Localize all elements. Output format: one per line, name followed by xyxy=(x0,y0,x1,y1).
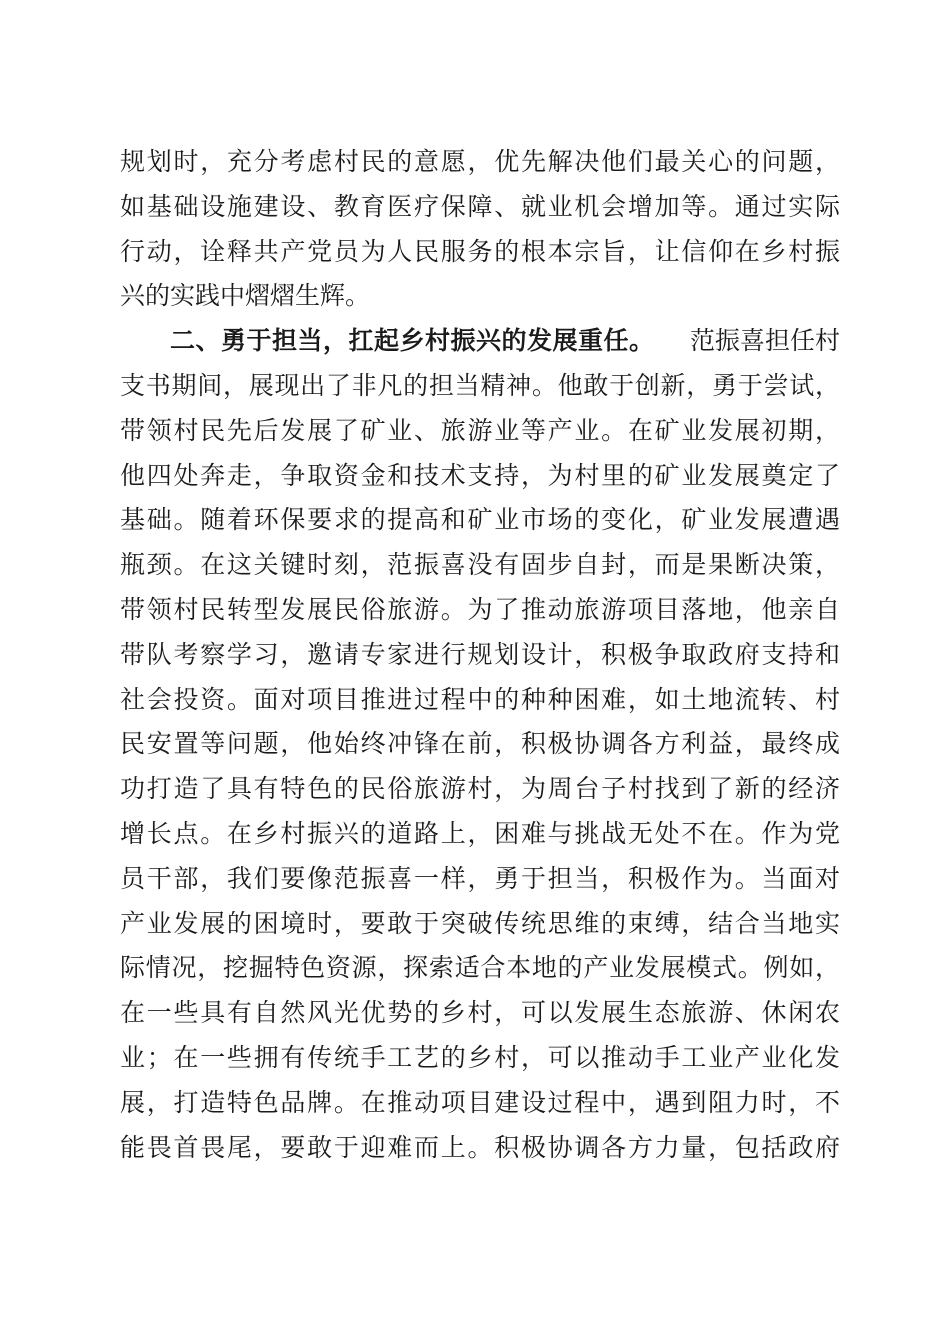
paragraph-line: 际情况，挖掘特色资源，探索适合本地的产业发展模式。例如， xyxy=(120,953,840,983)
paragraph-line: 功打造了具有特色的民俗旅游村，为周台子村找到了新的经济 xyxy=(120,774,840,804)
paragraph-line: 产业发展的困境时，要敢于突破传统思维的束缚，结合当地实 xyxy=(120,908,840,938)
paragraph-1 xyxy=(120,140,840,319)
section-heading: 二、勇于担当，扛起乡村振兴的发展重任。 xyxy=(170,326,655,356)
paragraph-line: 社会投资。面对项目推进过程中的种种困难，如土地流转、村 xyxy=(120,684,840,714)
paragraph-line: 带领村民转型发展民俗旅游。为了推动旅游项目落地，他亲自 xyxy=(120,594,840,624)
paragraph-line: 规划时，充分考虑村民的意愿，优先解决他们最关心的问题， xyxy=(120,147,840,176)
paragraph-line: 展，打造特色品牌。在推动项目建设过程中，遇到阻力时，不 xyxy=(120,1087,840,1117)
paragraph-line: 瓶颈。在这关键时刻，范振喜没有固步自封，而是果断决策， xyxy=(120,550,840,580)
paragraph-line: 增长点。在乡村振兴的道路上，困难与挑战无处不在。作为党 xyxy=(120,818,840,848)
paragraph-line: 在一些具有自然风光优势的乡村，可以发展生态旅游、休闲农 xyxy=(120,998,840,1028)
paragraph-line: 能畏首畏尾，要敢于迎难而上。积极协调各方力量，包括政府 xyxy=(120,1132,840,1162)
paragraph-line: 如基础设施建设、教育医疗保障、就业机会增加等。通过实际 xyxy=(120,191,840,221)
paragraph-line-fragment: 范振喜担任村 xyxy=(689,326,840,356)
paragraph-line: 兴的实践中熠熠生辉。 xyxy=(120,281,371,311)
paragraph-line: 民安置等问题，他始终冲锋在前，积极协调各方利益，最终成 xyxy=(120,729,840,759)
paragraph-2 xyxy=(120,319,840,1170)
paragraph-line: 员干部，我们要像范振喜一样，勇于担当，积极作为。当面对 xyxy=(120,863,840,893)
paragraph-line: 基础。随着环保要求的提高和矿业市场的变化，矿业发展遭遇 xyxy=(120,505,840,535)
paragraph-line: 他四处奔走，争取资金和技术支持，为村里的矿业发展奠定了 xyxy=(120,460,840,490)
paragraph-line: 支书期间，展现出了非凡的担当精神。他敢于创新，勇于尝试， xyxy=(120,370,840,400)
paragraph-line: 业；在一些拥有传统手工艺的乡村，可以推动手工业产业化发 xyxy=(120,1042,840,1072)
paragraph-line: 带领村民先后发展了矿业、旅游业等产业。在矿业发展初期， xyxy=(120,415,840,445)
paragraph-line: 带队考察学习，邀请专家进行规划设计，积极争取政府支持和 xyxy=(120,639,840,669)
document-body xyxy=(120,140,840,1170)
paragraph-line: 行动，诠释共产党员为人民服务的根本宗旨，让信仰在乡村振 xyxy=(120,236,840,266)
section-heading-line xyxy=(120,319,840,364)
